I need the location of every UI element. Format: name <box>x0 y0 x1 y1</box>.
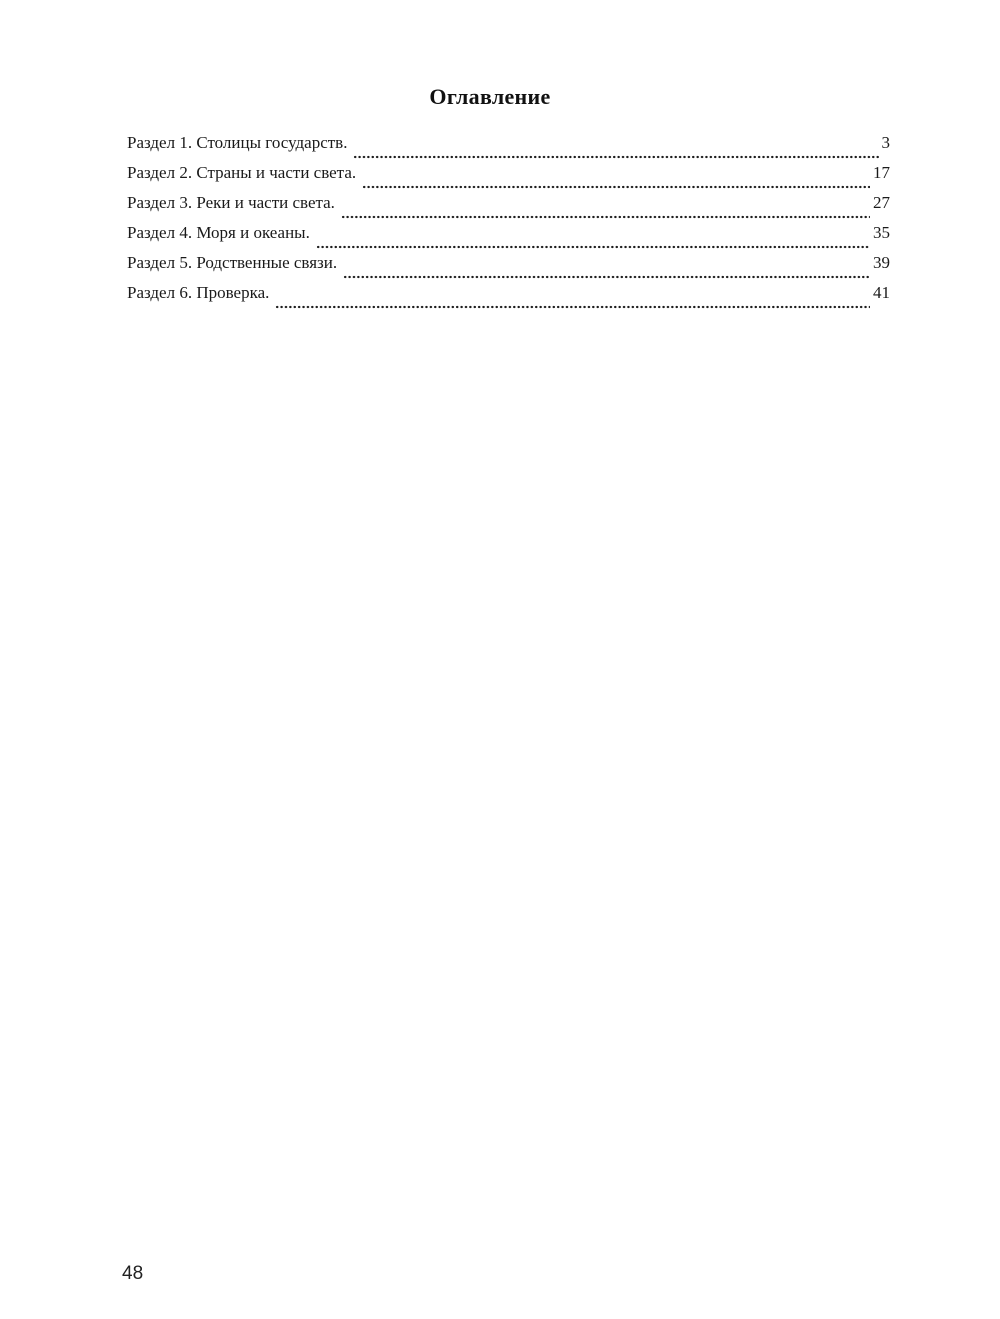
table-of-contents <box>127 133 890 313</box>
toc-entry <box>127 223 890 253</box>
toc-entry <box>127 193 890 223</box>
toc-entry <box>127 133 890 163</box>
toc-entry-label: Раздел 1. Столицы государств. <box>127 133 348 152</box>
toc-entry <box>127 163 890 193</box>
toc-entry-page-number: 41 <box>873 283 890 302</box>
toc-entry-label: Раздел 5. Родственные связи. <box>127 253 338 272</box>
toc-entry-page-number: 35 <box>873 223 890 242</box>
toc-entry-label: Раздел 4. Моря и океаны. <box>127 223 310 242</box>
dot-leader <box>353 153 878 159</box>
current-page-number: 48 <box>122 1263 144 1284</box>
page-title: Оглавление <box>429 84 551 109</box>
toc-entry-label: Раздел 2. Страны и части света. <box>127 163 357 182</box>
toc-entry-page-number: 39 <box>873 253 890 272</box>
dot-leader <box>362 183 870 189</box>
toc-entry <box>127 283 890 313</box>
dot-leader <box>316 243 870 249</box>
dot-leader <box>343 273 870 279</box>
dot-leader <box>341 213 870 219</box>
toc-entry-label: Раздел 6. Проверка. <box>127 283 270 302</box>
toc-entry-label: Раздел 3. Реки и части света. <box>127 193 335 212</box>
toc-entry-page-number: 3 <box>881 133 890 152</box>
dot-leader <box>275 303 870 309</box>
toc-entry <box>127 253 890 283</box>
toc-entry-page-number: 27 <box>873 193 890 212</box>
toc-entry-page-number: 17 <box>873 163 890 182</box>
